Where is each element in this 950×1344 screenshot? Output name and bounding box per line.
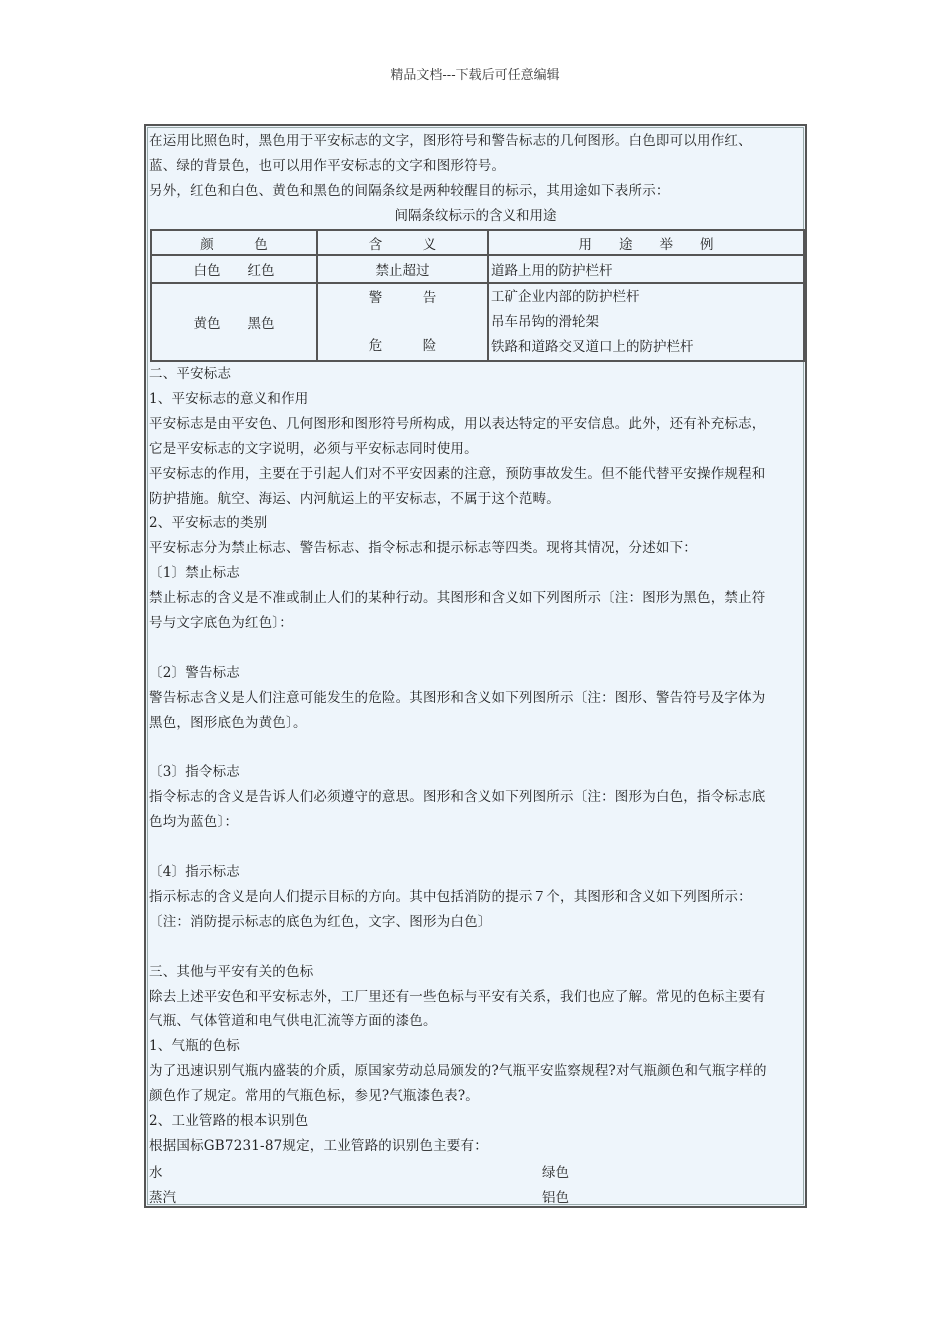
body-line: 禁止标志的含义是不准或制止人们的某种行动。其图形和含义如下列图所示〔注：图形为黑色，禁止符 bbox=[149, 590, 766, 607]
body-line: 号与文字底色为红色〕： bbox=[149, 615, 293, 631]
body-line: 〔2〕警告标志 bbox=[149, 664, 240, 681]
body-line: 防护措施。航空、海运、内河航运上的平安标志，不属于这个范畴。 bbox=[149, 490, 560, 507]
stripe-table bbox=[150, 229, 805, 362]
body-line: 〔3〕指令标志 bbox=[149, 764, 240, 781]
pipe-row-1-color: 绿色 bbox=[542, 1165, 569, 1181]
row2-meaning-warning: 警 告 bbox=[368, 290, 437, 306]
body-line: 平安标志分为禁止标志、警告标志、指令标志和提示标志等四类。现将其情况，分述如下： bbox=[149, 540, 697, 557]
row2-use-1: 工矿企业内部的防护栏杆 bbox=[491, 289, 640, 305]
body-line: 〔1〕禁止标志 bbox=[149, 565, 240, 582]
pipe-row-2-color: 铝色 bbox=[542, 1190, 569, 1206]
row2-color: 黄色 黑色 bbox=[151, 283, 317, 361]
body-line: 气瓶、气体管道和电气供电汇流等方面的漆色。 bbox=[149, 1013, 437, 1030]
table-caption: 间隔条纹标示的含义和用途 bbox=[394, 208, 557, 224]
body-line: 根据国标GB7231-87规定，工业管路的识别色主要有： bbox=[149, 1137, 488, 1154]
body-line: 为了迅速识别气瓶内盛装的介质，原国家劳动总局颁发的?气瓶平安监察规程?对气瓶颜色和气瓶字样的 bbox=[149, 1063, 767, 1080]
body-line: 平安标志的作用，主要在于引起人们对不平安因素的注意，预防事故发生。但不能代替平安操作规程和 bbox=[149, 465, 766, 482]
body-line: 2、平安标志的类别 bbox=[149, 515, 268, 532]
body-line: 它是平安标志的文字说明，必须与平安标志同时使用。 bbox=[149, 440, 478, 457]
document-frame bbox=[144, 124, 807, 1208]
body-line: 黑色，图形底色为黄色〕。 bbox=[149, 714, 307, 731]
body-line: 〔注：消防提示标志的底色为红色，文字、图形为白色〕 bbox=[149, 913, 492, 930]
body-line: 指令标志的含义是告诉人们必须遵守的意思。图形和含义如下列图所示〔注：图形为白色，指令标志底 bbox=[149, 789, 766, 806]
body-line: 三、其他与平安有关的色标 bbox=[149, 963, 314, 980]
body-line: 二、平安标志 bbox=[149, 366, 232, 382]
table-header-row bbox=[151, 230, 804, 255]
row1-color: 白色 红色 bbox=[151, 255, 317, 283]
pipe-row-2-name: 蒸汽 bbox=[149, 1190, 176, 1206]
table-row bbox=[151, 283, 804, 361]
body-line: 1、平安标志的意义和作用 bbox=[149, 390, 309, 407]
header-meaning: 含 义 bbox=[317, 230, 488, 255]
intro-line-3: 另外，红色和白色、黄色和黑色的间隔条纹是两种较醒目的标示，其用途如下表所示： bbox=[149, 183, 670, 199]
row2-use-2: 吊车吊钩的滑轮架 bbox=[491, 314, 599, 330]
body-line: 色均为蓝色〕： bbox=[149, 814, 239, 831]
table-row bbox=[151, 255, 804, 283]
header-color: 颜 色 bbox=[151, 230, 317, 255]
page-header: 精品文档---下载后可任意编辑 bbox=[390, 68, 560, 83]
body-line: 1、气瓶的色标 bbox=[149, 1038, 240, 1055]
body-line: 警告标志含义是人们注意可能发生的危险。其图形和含义如下列图所示〔注：图形、警告符号及字体为 bbox=[149, 689, 766, 706]
row1-meaning: 禁止超过 bbox=[317, 255, 488, 283]
body-line: 颜色作了规定。常用的气瓶色标，参见?气瓶漆色表?。 bbox=[149, 1088, 479, 1105]
body-line: 指示标志的含义是向人们提示目标的方向。其中包括消防的提示７个，其图形和含义如下列图所示： bbox=[149, 888, 752, 905]
body-line: 平安标志是由平安色、几何图形和图形符号所构成，用以表达特定的平安信息。此外，还有补充标志， bbox=[149, 415, 766, 432]
pipe-row-1-name: 水 bbox=[149, 1165, 163, 1181]
row2-use-3: 铁路和道路交叉道口上的防护栏杆 bbox=[491, 339, 694, 355]
header-use: 用 途 举 例 bbox=[488, 230, 804, 255]
body-line: 除去上述平安色和平安标志外，工厂里还有一些色标与平安有关系，我们也应了解。常见的色标主要有 bbox=[149, 988, 766, 1005]
intro-line-2: 蓝、绿的背景色，也可以用作平安标志的文字和图形符号。 bbox=[149, 158, 506, 174]
intro-line-1: 在运用比照色时，黑色用于平安标志的文字，图形符号和警告标志的几何图形。白色即可以用作红、 bbox=[149, 133, 752, 149]
row2-meaning-danger: 危 险 bbox=[368, 338, 437, 354]
row2-uses bbox=[488, 283, 804, 361]
body-line: 〔4〕指示标志 bbox=[149, 864, 240, 880]
body-line: 2、工业管路的根本识别色 bbox=[149, 1113, 309, 1129]
row1-use: 道路上用的防护栏杆 bbox=[488, 255, 804, 283]
row2-meaning-cell bbox=[317, 283, 488, 361]
